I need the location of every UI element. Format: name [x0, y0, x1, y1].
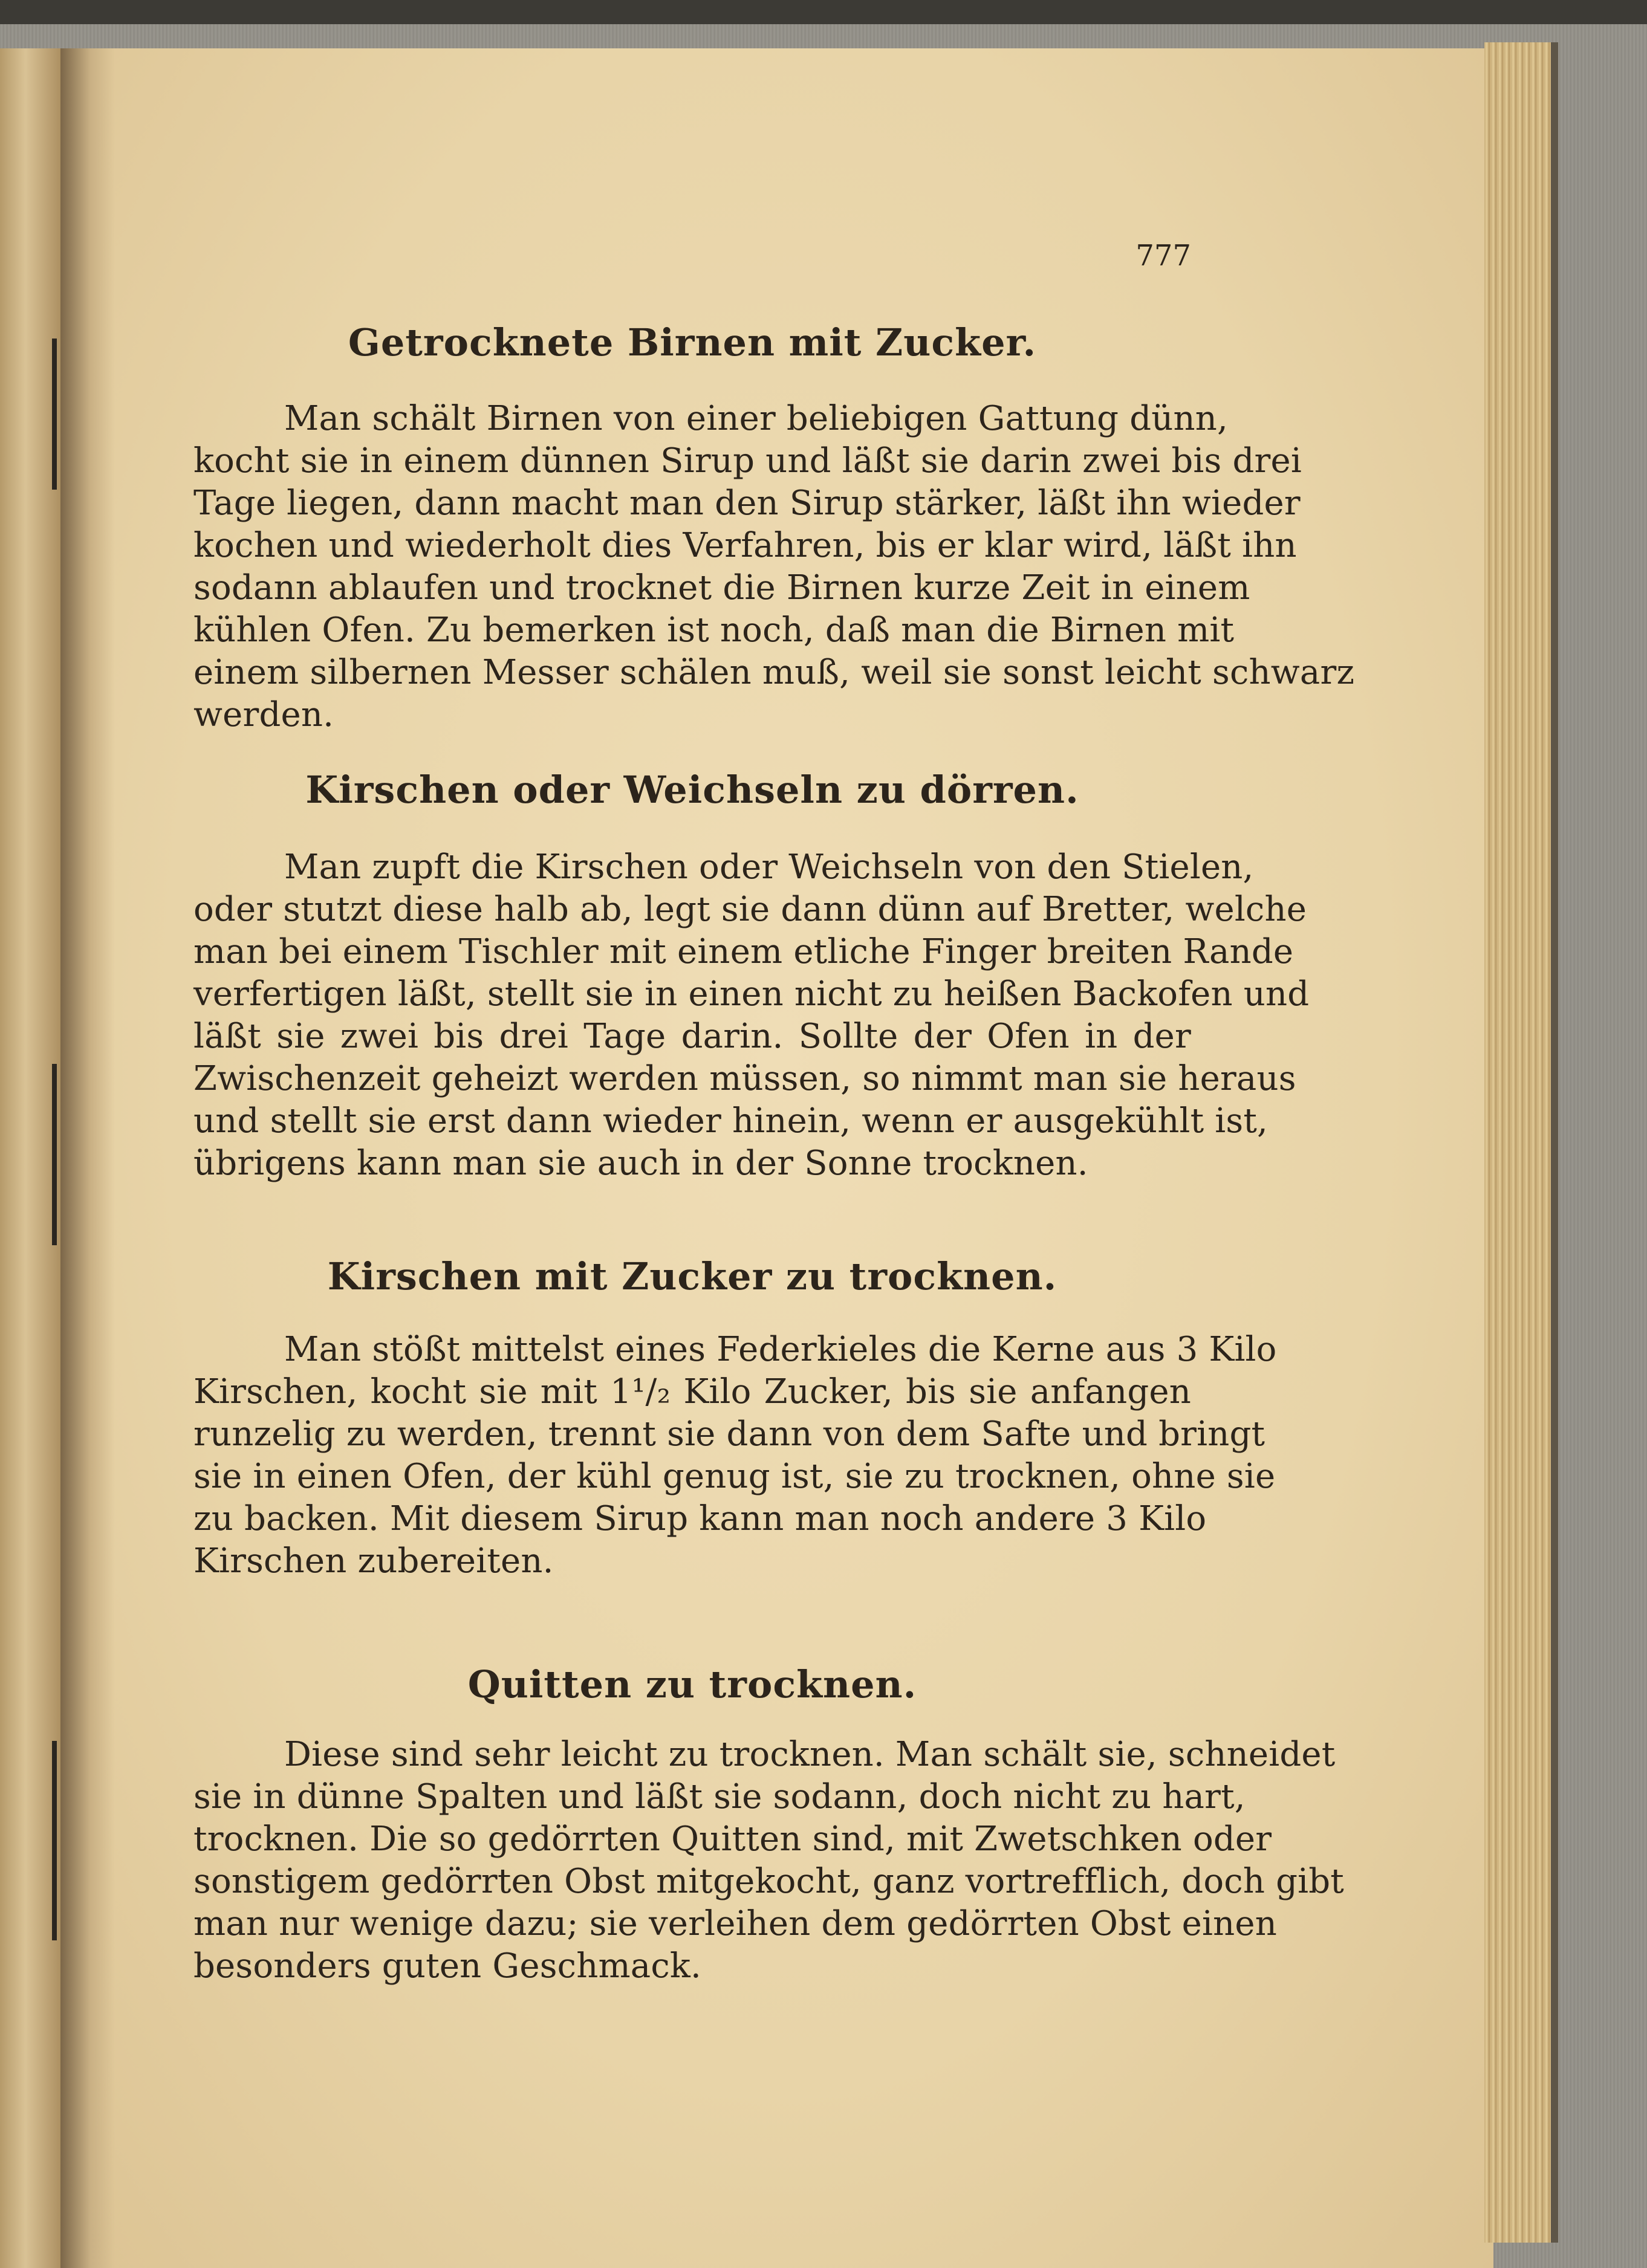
- text-line: sie in dünne Spalten und läßt sie sodann, doch nicht zu hart,: [193, 1777, 1246, 1816]
- section-paragraph: [193, 1329, 1277, 1583]
- text-line: Kirschen, kocht sie mit 1¹/₂ Kilo Zucker, bis sie anfangen: [193, 1372, 1191, 1411]
- text-line: Diese sind sehr leicht zu trocknen. Man schält sie, schneidet: [284, 1735, 1336, 1774]
- text-line: Man zupft die Kirschen oder Weichseln von den Stielen,: [284, 847, 1254, 887]
- section-heading: Kirschen mit Zucker zu trocknen.: [327, 1254, 1057, 1298]
- text-line: trocknen. Die so gedörrten Quitten sind, mit Zwetschken oder: [193, 1819, 1272, 1859]
- text-line: Kirschen zubereiten.: [193, 1541, 554, 1581]
- section-heading: Quitten zu trocknen.: [467, 1662, 917, 1706]
- text-line: übrigens kann man sie auch in der Sonne trocknen.: [193, 1144, 1088, 1183]
- text-line: werden.: [193, 695, 334, 734]
- text-line: besonders guten Geschmack.: [193, 1946, 702, 1986]
- text-line: kühlen Ofen. Zu bemerken ist noch, daß man die Birnen mit: [193, 611, 1235, 650]
- text-line: läßt sie zwei bis drei Tage darin. Sollte der Ofen in der: [193, 1017, 1191, 1056]
- text-line: oder stutzt diese halb ab, legt sie dann dünn auf Bretter, welche: [193, 890, 1307, 929]
- text-line: runzelig zu werden, trennt sie dann von dem Safte und bringt: [193, 1414, 1265, 1454]
- text-line: zu backen. Mit diesem Sirup kann man noch andere 3 Kilo: [193, 1499, 1207, 1538]
- text-line: Tage liegen, dann macht man den Sirup stärker, läßt ihn wieder: [193, 484, 1301, 523]
- text-line: sonstigem gedörrten Obst mitgekocht, ganz vortrefflich, doch gibt: [193, 1862, 1344, 1901]
- text-line: man nur wenige dazu; sie verleihen dem gedörrten Obst einen: [193, 1904, 1277, 1943]
- text-line: Zwischenzeit geheizt werden müssen, so nimmt man sie heraus: [193, 1059, 1296, 1098]
- text-line: kochen und wiederholt dies Verfahren, bis er klar wird, läßt ihn: [193, 526, 1297, 565]
- section-paragraph: [193, 398, 1355, 736]
- text-line: einem silbernen Messer schälen muß, weil sie sonst leicht schwarz: [193, 653, 1355, 692]
- page-number: 777: [1135, 239, 1191, 273]
- text-line: man bei einem Tischler mit einem etliche Finger breiten Rande: [193, 932, 1294, 971]
- text-line: sie in einen Ofen, der kühl genug ist, sie zu trocknen, ohne sie: [193, 1457, 1276, 1496]
- section-paragraph: [193, 1734, 1344, 1988]
- text-line: Man stößt mittelst eines Federkieles die Kerne aus 3 Kilo: [284, 1330, 1277, 1369]
- text-line: Man schält Birnen von einer beliebigen Gattung dünn,: [284, 399, 1229, 438]
- section-heading: Getrocknete Birnen mit Zucker.: [348, 320, 1037, 364]
- text-line: verfertigen läßt, stellt sie in einen nicht zu heißen Backofen und: [193, 974, 1310, 1014]
- text-line: sodann ablaufen und trocknet die Birnen kurze Zeit in einem: [193, 568, 1250, 608]
- section-paragraph: [193, 846, 1310, 1185]
- text-line: kocht sie in einem dünnen Sirup und läßt sie darin zwei bis drei: [193, 441, 1302, 481]
- section-heading: Kirschen oder Weichseln zu dörren.: [305, 768, 1079, 812]
- text-line: und stellt sie erst dann wieder hinein, wenn er ausgekühlt ist,: [193, 1101, 1269, 1141]
